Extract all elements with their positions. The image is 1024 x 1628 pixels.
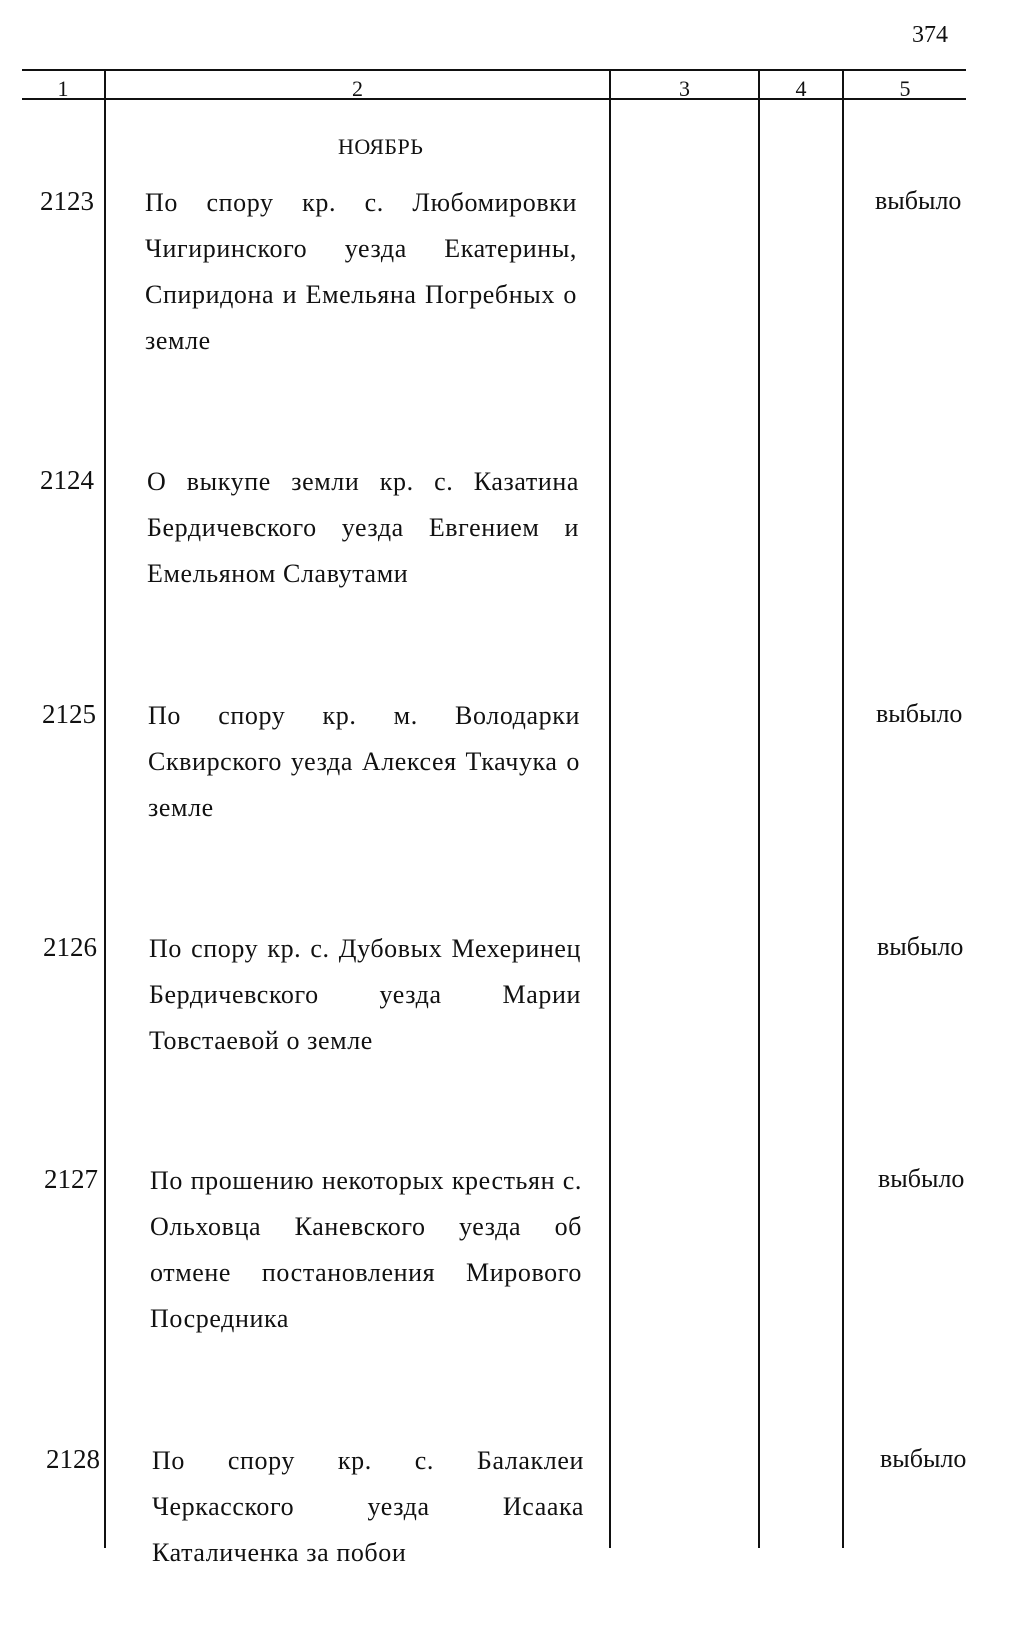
page-number: 374 <box>912 22 948 48</box>
column-divider-2-3 <box>609 70 611 1548</box>
entry-status: выбыло <box>875 186 962 215</box>
column-header-1: 1 <box>57 76 69 101</box>
header-top-rule <box>22 69 966 71</box>
entry-description: По спору кр. с. Любомировки Чигиринского уезда Екатерины, Спиридона и Емельяна Погребных о земле <box>145 188 577 355</box>
entry-description: О выкупе земли кр. с. Казатина Бердичевского уезда Евгением и Емельяном Славутами <box>147 467 579 588</box>
column-header-3: 3 <box>679 76 690 101</box>
entry-status: выбыло <box>877 932 964 961</box>
entry-status: выбыло <box>880 1444 967 1473</box>
column-header-5: 5 <box>899 76 911 101</box>
entry-description: По прошению некоторых крестьян с. Ольховца Каневского уезда об отмене постановления Мирового Посредника <box>150 1166 582 1333</box>
entry-id: 2123 <box>40 186 94 216</box>
entry-id: 2124 <box>40 465 94 495</box>
entry-id: 2128 <box>46 1444 100 1474</box>
column-header-4: 4 <box>795 76 807 101</box>
entry-status: выбыло <box>878 1164 965 1193</box>
month-heading: НОЯБРЬ <box>338 134 424 159</box>
column-divider-1-2 <box>104 70 106 1548</box>
entry-id: 2125 <box>42 699 96 729</box>
entry-description: По спору кр. с. Балаклеи Черкасского уезда Исаака Каталиченка за побои <box>152 1446 584 1567</box>
entry-id: 2127 <box>44 1164 98 1194</box>
entry-id: 2126 <box>43 932 97 962</box>
column-divider-4-5 <box>842 70 844 1548</box>
entry-description: По спору кр. с. Дубовых Мехеринец Бердичевского уезда Марии Товстаевой о земле <box>149 934 581 1055</box>
column-header-2: 2 <box>352 76 363 101</box>
entry-description: По спору кр. м. Володарки Сквирского уезда Алексея Ткачука о земле <box>148 701 580 822</box>
column-divider-3-4 <box>758 70 760 1548</box>
entry-status: выбыло <box>876 699 963 728</box>
